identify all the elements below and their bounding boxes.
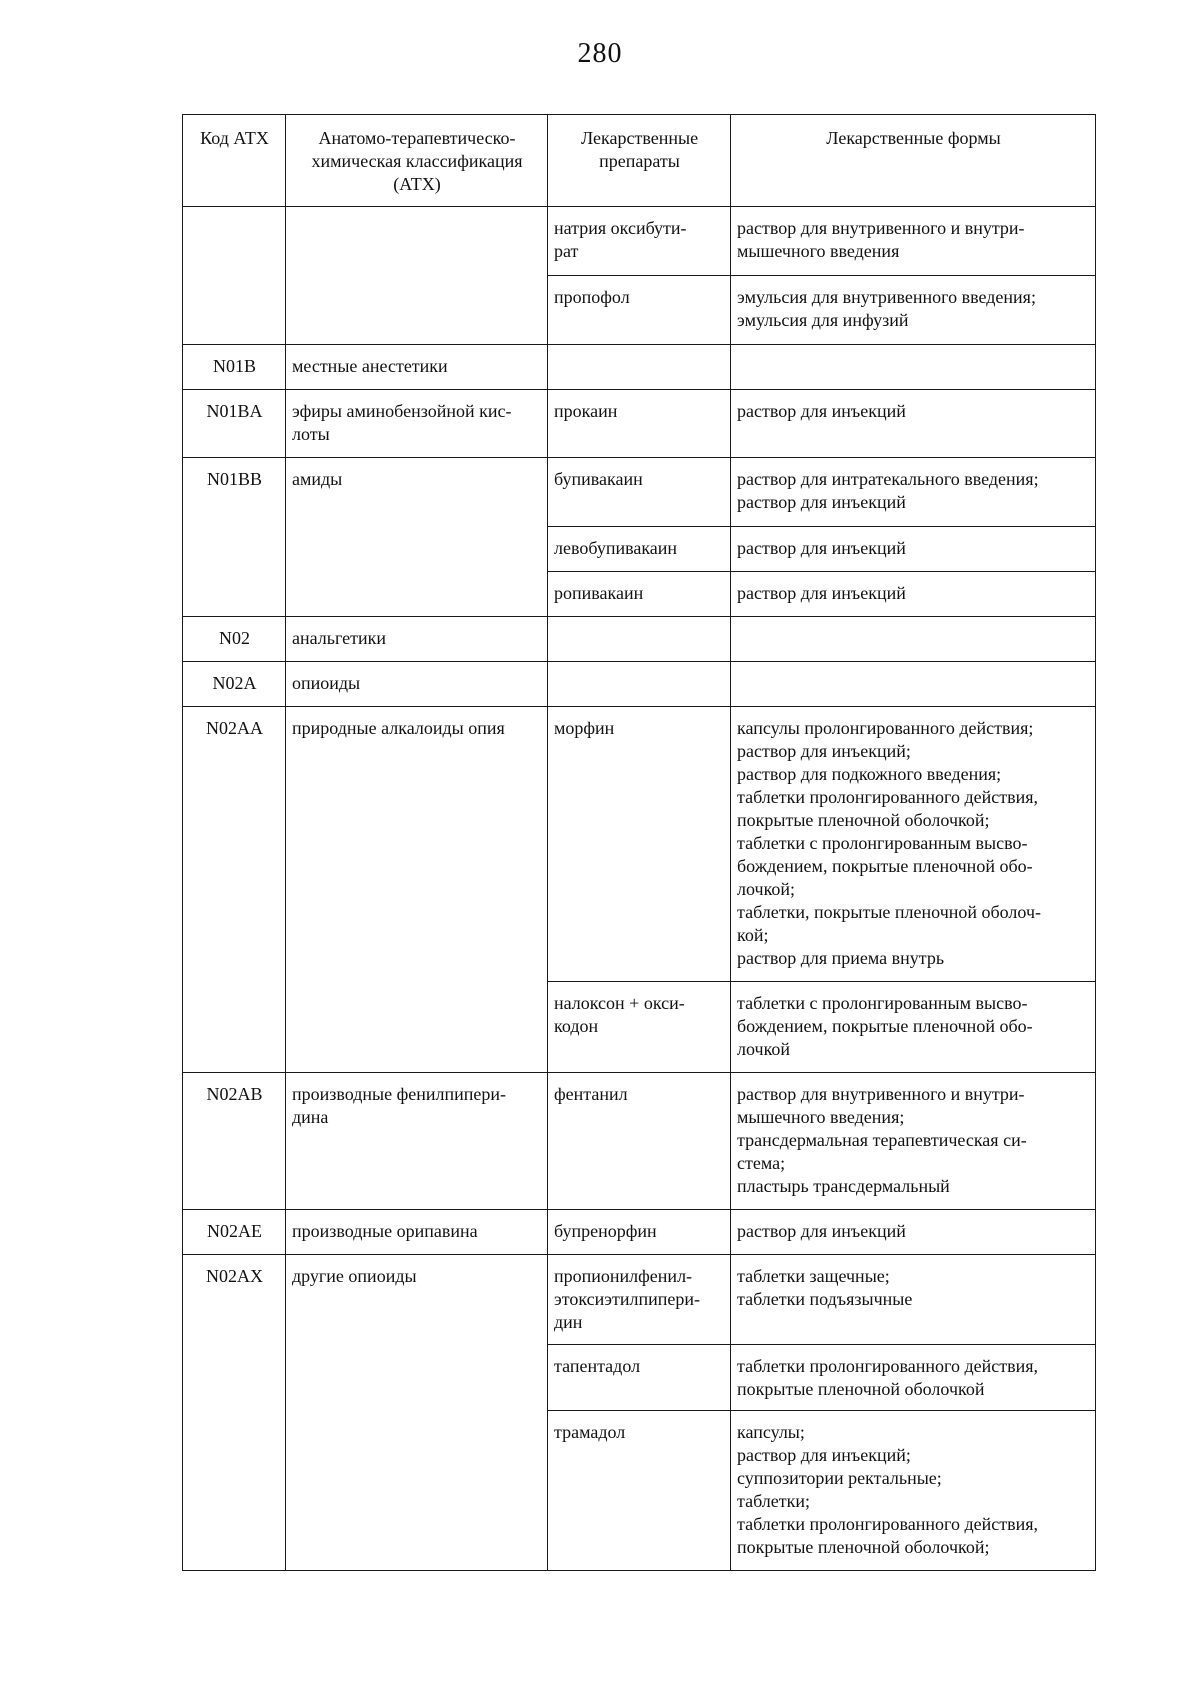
drug-cell <box>548 662 731 707</box>
atx-code-cell: N01BA <box>183 390 286 458</box>
classification-cell: амиды <box>286 458 548 617</box>
forms-cell: капсулы; раствор для инъекций; суппозитории ректальные; таблетки; таблетки пролонгированного действия, покрытые пленочной оболочкой; <box>731 1411 1096 1571</box>
table-row <box>183 617 1096 662</box>
classification-cell: производные фенилпипери- дина <box>286 1073 548 1210</box>
forms-cell: раствор для внутривенного и внутри- мышечного введения <box>731 207 1096 276</box>
atx-code-cell: N02AB <box>183 1073 286 1210</box>
drug-cell: ропивакаин <box>548 572 731 617</box>
drug-cell: левобупивакаин <box>548 527 731 572</box>
drug-cell: пропофол <box>548 276 731 345</box>
table-row <box>183 1255 1096 1345</box>
atx-code-cell <box>183 207 286 345</box>
forms-cell: эмульсия для внутривенного введения; эмульсия для инфузий <box>731 276 1096 345</box>
table-row <box>183 345 1096 390</box>
atx-code-cell: N02AE <box>183 1210 286 1255</box>
drug-cell: натрия оксибути- рат <box>548 207 731 276</box>
atx-code-cell: N01B <box>183 345 286 390</box>
classification-cell: природные алкалоиды опия <box>286 707 548 1073</box>
forms-cell: раствор для интратекального введения; раствор для инъекций <box>731 458 1096 527</box>
table-row <box>183 207 1096 276</box>
atx-table <box>182 114 1096 1571</box>
forms-cell: раствор для внутривенного и внутри- мышечного введения; трансдермальная терапевтическая си- стема; пластырь трансдермальный <box>731 1073 1096 1210</box>
forms-cell: таблетки с пролонгированным высво- бождением, покрытые пленочной обо- лочкой <box>731 982 1096 1073</box>
table-row <box>183 1073 1096 1210</box>
atx-code-cell: N02 <box>183 617 286 662</box>
atx-code-cell: N02A <box>183 662 286 707</box>
classification-cell: местные анестетики <box>286 345 548 390</box>
atx-code-cell: N02AX <box>183 1255 286 1571</box>
drug-cell: прокаин <box>548 390 731 458</box>
forms-cell: капсулы пролонгированного действия; раствор для инъекций; раствор для подкожного введения; таблетки пролонгированного действия, покрытые пленочной оболочкой; таблетки с пролонгированным высво- бождением, покрытые пленочной обо- лочкой; таблетки, покрытые пленочной оболоч- кой; раствор для приема внутрь <box>731 707 1096 982</box>
drug-cell: фентанил <box>548 1073 731 1210</box>
header-drugs: Лекарственные препараты <box>548 115 731 207</box>
forms-cell <box>731 345 1096 390</box>
drug-cell: трамадол <box>548 1411 731 1571</box>
atx-code-cell: N02AA <box>183 707 286 1073</box>
drug-cell: бупивакаин <box>548 458 731 527</box>
classification-cell: анальгетики <box>286 617 548 662</box>
header-forms: Лекарственные формы <box>731 115 1096 207</box>
forms-cell: раствор для инъекций <box>731 572 1096 617</box>
drug-cell: налоксон + окси- кодон <box>548 982 731 1073</box>
table-row <box>183 662 1096 707</box>
drug-cell: тапентадол <box>548 1345 731 1411</box>
classification-cell: производные орипавина <box>286 1210 548 1255</box>
header-classification: Анатомо-терапевтическо- химическая классификация (АТХ) <box>286 115 548 207</box>
forms-cell <box>731 662 1096 707</box>
table-row <box>183 458 1096 527</box>
forms-cell <box>731 617 1096 662</box>
page-number: 280 <box>577 38 623 69</box>
drug-cell <box>548 617 731 662</box>
drug-cell: бупренорфин <box>548 1210 731 1255</box>
atx-code-cell: N01BB <box>183 458 286 617</box>
classification-cell: опиоиды <box>286 662 548 707</box>
forms-cell: таблетки пролонгированного действия, покрытые пленочной оболочкой <box>731 1345 1096 1411</box>
classification-cell: другие опиоиды <box>286 1255 548 1571</box>
forms-cell: раствор для инъекций <box>731 527 1096 572</box>
classification-cell <box>286 207 548 345</box>
forms-cell: раствор для инъекций <box>731 1210 1096 1255</box>
table-row <box>183 707 1096 982</box>
classification-cell: эфиры аминобензойной кис- лоты <box>286 390 548 458</box>
table-row <box>183 390 1096 458</box>
table-row <box>183 1210 1096 1255</box>
drug-cell <box>548 345 731 390</box>
forms-cell: раствор для инъекций <box>731 390 1096 458</box>
forms-cell: таблетки защечные; таблетки подъязычные <box>731 1255 1096 1345</box>
header-code: Код АТХ <box>183 115 286 207</box>
drug-cell: пропионилфенил- этоксиэтилпипери- дин <box>548 1255 731 1345</box>
drug-cell: морфин <box>548 707 731 982</box>
table-header-row <box>183 115 1096 207</box>
